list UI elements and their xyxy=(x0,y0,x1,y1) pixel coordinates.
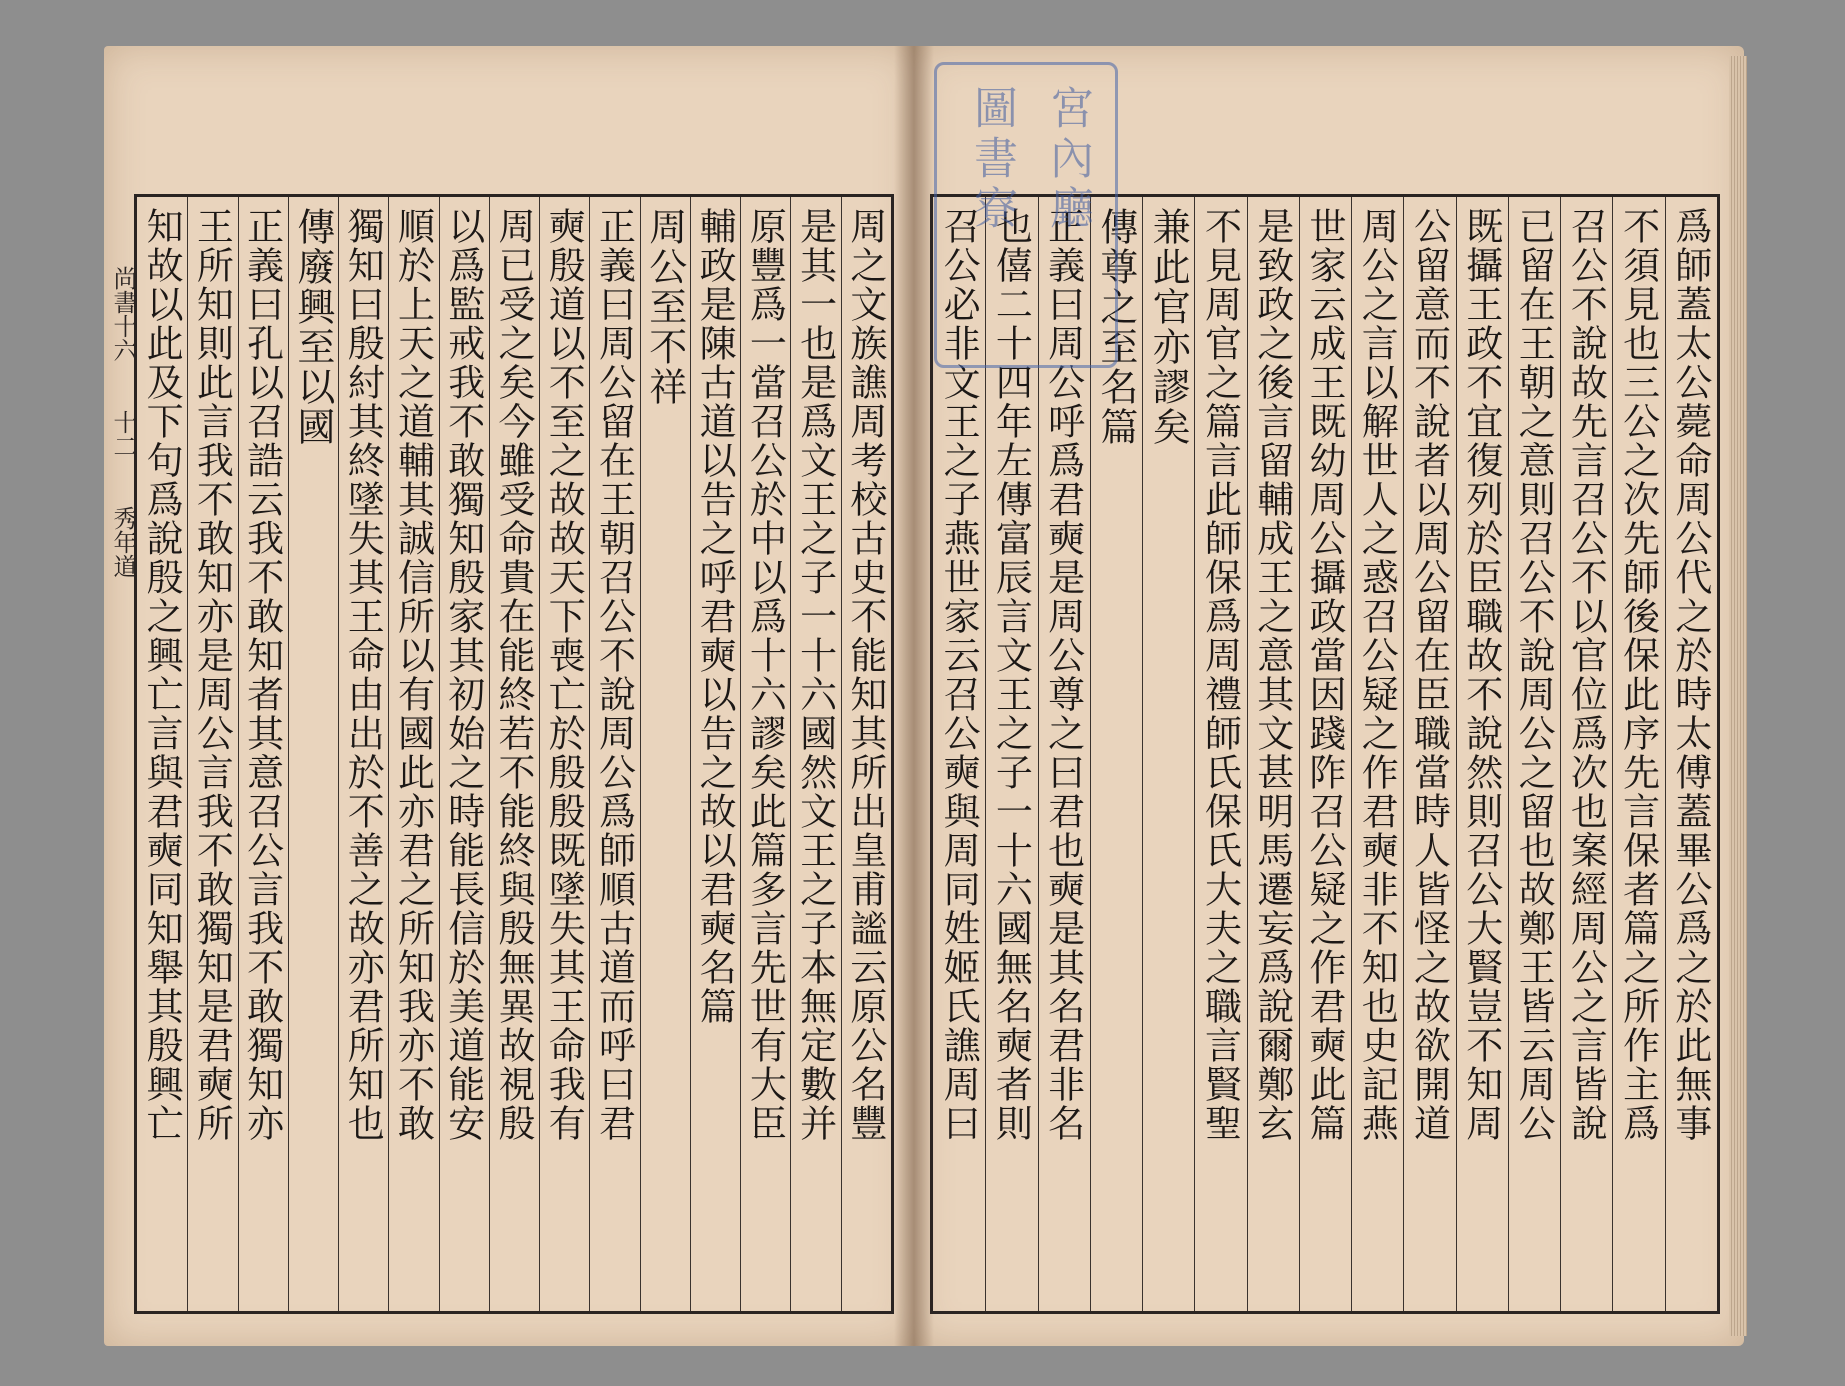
left-page-text-column: 是其一也是爲文王之子一十六國然文王之子本無定數并 xyxy=(793,207,837,1143)
column-rule xyxy=(1508,197,1509,1311)
left-page-text-column: 周公至不祥 xyxy=(642,207,687,407)
right-page-text-column: 不見周官之篇言此師保爲周禮師氏保氏大夫之職言賢聖 xyxy=(1198,207,1242,1143)
column-rule xyxy=(288,197,289,1311)
right-page-text-column: 是致政之後言留輔成王之意其文甚明馬遷妄爲說爾鄭玄 xyxy=(1250,207,1294,1143)
left-page-text-column: 獨知曰殷紂其終墜失其王命由出於不善之故亦君所知也 xyxy=(341,207,385,1143)
column-rule xyxy=(388,197,389,1311)
left-page xyxy=(104,46,914,1346)
right-page-text-column: 既攝王政不宜復列於臣職故不說然則召公大賢豈不知周 xyxy=(1459,207,1503,1143)
right-page-text-column: 正義曰周公呼爲君奭是周公尊之曰君也奭是其名君非名 xyxy=(1041,207,1085,1143)
right-page-text-column: 爲師蓋太公薨命周公代之於時太傅蓋畢公爲之於此無事 xyxy=(1668,207,1712,1143)
column-rule xyxy=(489,197,490,1311)
left-page-text-column: 傳廢興至以國 xyxy=(290,207,335,447)
column-rule xyxy=(841,197,842,1311)
right-page-text-column: 傳尊之至名篇 xyxy=(1093,207,1138,447)
column-rule xyxy=(439,197,440,1311)
column-rule xyxy=(1299,197,1300,1311)
column-rule xyxy=(790,197,791,1311)
column-rule xyxy=(1403,197,1404,1311)
column-rule xyxy=(589,197,590,1311)
page-edges xyxy=(1729,56,1747,1336)
stamp-text-left: 圖書寮 xyxy=(966,85,1017,235)
left-page-text-column: 原豐爲一當召公於中以爲十六謬矣此篇多言先世有大臣 xyxy=(743,207,787,1143)
left-page-text-column: 正義曰孔以召誥云我不敢知者其意召公言我不敢獨知亦 xyxy=(240,207,284,1143)
column-rule xyxy=(640,197,641,1311)
column-rule xyxy=(1247,197,1248,1311)
library-seal-stamp xyxy=(934,62,1118,368)
column-rule xyxy=(338,197,339,1311)
left-page-text-column: 周已受之矣今雖受命貴在能終若不能終與殷無異故視殷 xyxy=(492,207,535,1143)
left-page-text-column: 周之文族譙周考校古史不能知其所出皇甫謐云原公名豐 xyxy=(843,207,887,1143)
left-page-text-column: 正義曰周公留在王朝召公不說周公爲師順古道而呼曰君 xyxy=(592,207,636,1143)
left-page-text-column: 以爲監戒我不敢獨知殷家其初始之時能長信於美道能安 xyxy=(441,207,485,1143)
column-rule xyxy=(187,197,188,1311)
left-page-text-column: 知故以此及下句爲說殷之興亡言與君奭同知舉其殷興亡 xyxy=(140,207,184,1143)
column-rule xyxy=(539,197,540,1311)
right-page-text-column: 兼此官亦謬矣 xyxy=(1146,207,1191,447)
right-page-text-column: 召公不說故先言召公不以官位爲次也案經周公之言皆說 xyxy=(1564,207,1608,1143)
book-gutter xyxy=(894,46,934,1346)
column-rule xyxy=(1142,197,1143,1311)
left-page-frame xyxy=(134,194,894,1314)
right-page-text-column: 不須見也三公之次先師後保此序先言保者篇之所作主爲 xyxy=(1616,207,1660,1143)
right-page-text-column: 也僖二十四年左傳富辰言文王之子一十六國無名奭者則 xyxy=(989,207,1033,1143)
right-page-text-column: 公留意而不說者以周公留在臣職當時人皆怪之故欲開道 xyxy=(1407,207,1451,1143)
left-page-margin-text: 尚書十六 十二 秀年道 xyxy=(109,266,137,578)
open-book xyxy=(104,46,1744,1346)
column-rule xyxy=(238,197,239,1311)
column-rule xyxy=(1665,197,1666,1311)
stamp-text-right: 宮內廳 xyxy=(1042,85,1093,235)
left-page-text-column: 王所知則此言我不敢知亦是周公言我不敢獨知是君奭所 xyxy=(190,207,234,1143)
column-rule xyxy=(1194,197,1195,1311)
column-rule xyxy=(740,197,741,1311)
column-rule xyxy=(1560,197,1561,1311)
left-page-text-column: 奭殷道以不至之故故天下喪亡於殷殷既墜失其王命我有 xyxy=(542,207,586,1143)
right-page-text-column: 已留在王朝之意則召公不說周公之留也故鄭王皆云周公 xyxy=(1512,207,1556,1143)
column-rule xyxy=(1456,197,1457,1311)
right-page-text-column: 世家云成王既幼周公攝政當因踐阼召公疑之作君奭此篇 xyxy=(1303,207,1346,1143)
right-page-text-column: 召公必非文王之子燕世家云召公奭與周同姓姬氏譙周曰 xyxy=(937,207,981,1143)
right-page-text-column: 周公之言以解世人之惑召公疑之作君奭非不知也史記燕 xyxy=(1355,207,1399,1143)
left-page-text-column: 順於上天之道輔其誠信所以有國此亦君之所知我亦不敢 xyxy=(391,207,435,1143)
left-page-text-column: 輔政是陳古道以告之呼君奭以告之故以君奭名篇 xyxy=(693,207,737,1026)
column-rule xyxy=(1351,197,1352,1311)
column-rule xyxy=(690,197,691,1311)
column-rule xyxy=(1612,197,1613,1311)
